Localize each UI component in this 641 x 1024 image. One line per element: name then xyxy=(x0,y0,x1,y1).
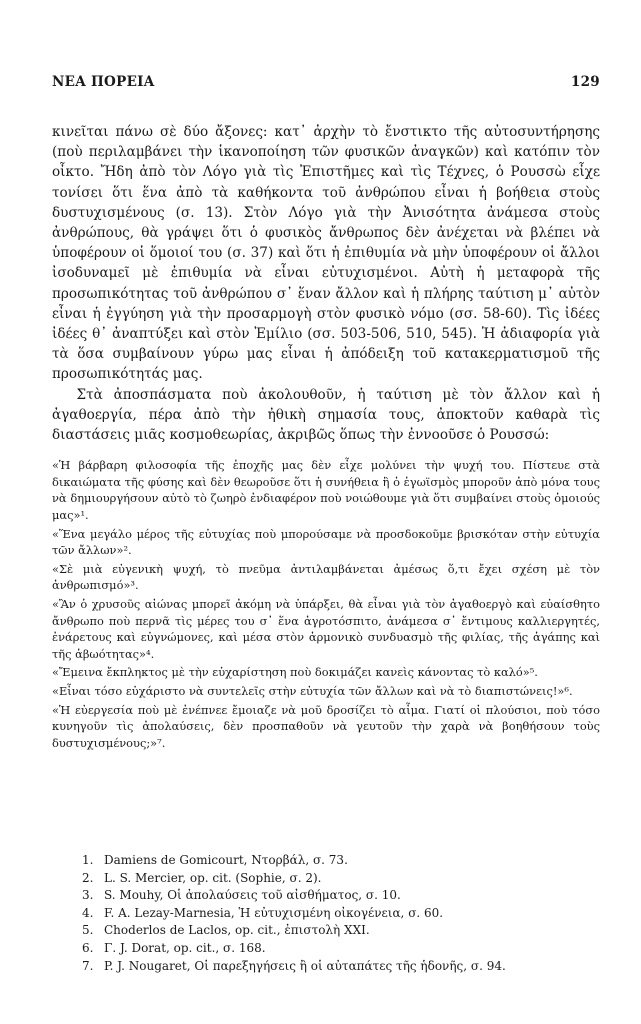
footnote-text: Γ. J. Dorat, op. cit., σ. 168. xyxy=(104,940,266,955)
footnote-number: 2. xyxy=(82,870,94,885)
quotation: «Ἂν ὁ χρυσοῦς αἰώνας μπορεῖ ἀκόμη νὰ ὑπάρξει, θὰ εἶναι γιὰ τὸν ἀγαθοεργὸ καὶ εὐαίσθητο ἄνθρωπο ποὺ περνᾶ τὶς μέρες του σ᾽ ἕνα ἀγροτόσπιτο, ἀνάμεσα σ᾽ ἔντιμους καλλιεργητές, ἐνάρετους καὶ εὐγνώμονες, καὶ μέσα στὸν ἁρμονικὸ συνδυασμὸ τῆς φιλίας, τῆς ἀγάπης καὶ τῆς ἁβωότητας»⁴. xyxy=(52,597,600,661)
body-paragraph: Στὰ ἀποσπάσματα ποὺ ἀκολουθοῦν, ἡ ταύτιση μὲ τὸν ἄλλον καὶ ἡ ἀγαθοεργία, πέρα ἀπὸ τὴν ἠθικὴ σημασία τους, ἀποκτοῦν καθαρὰ τὶς διαστάσεις μιᾶς κοσμοθεωρίας, ἀκριβῶς ὅπως τὴν ἐννοοῦσε ὁ Ρουσσώ: xyxy=(52,386,600,444)
footnote-text: P. J. Nougaret, Οἱ παρεξηγήσεις ἢ οἱ αὐταπάτες τῆς ἡδονῆς, σ. 94. xyxy=(104,958,506,973)
footnote-text: F. A. Lezay-Marnesia, Ἡ εὐτυχισμένη οἰκογένεια, σ. 60. xyxy=(104,905,444,920)
footnote-number: 6. xyxy=(82,940,94,955)
quotation: «Ἡ βάρβαρη φιλοσοφία τῆς ἐποχῆς μας δὲν εἶχε μολύνει τὴν ψυχή του. Πίστευε στὰ δικαιώματα τῆς φύσης καὶ δὲν θεωροῦσε ὅτι ἡ συνήθεια ἢ ὁ ἐγωϊσμὸς μποροῦν ἀπὸ μόνα τους νὰ δημιουργήσουν αὐτὸ τὸ ζωηρὸ ἐνδιαφέρον ποὺ νοιώθουμε γιὰ ὅτι συμβαίνει στοὺς ὁμοιούς μας»¹. xyxy=(52,458,600,523)
footnote xyxy=(82,958,602,976)
page-content xyxy=(52,74,600,753)
footnote-number: 7. xyxy=(82,958,94,973)
footnote xyxy=(82,852,602,870)
page-number: 129 xyxy=(570,74,600,90)
quotation: «Ἡ εὐεργεσία ποὺ μὲ ἐνέπνεε ἔμοιαζε νὰ μοῦ δροσίζει τὸ αἷμα. Γιατί οἱ πλούσιοι, ποὺ τόσο κυνηγοῦν τὶς ἀπολαύσεις, δὲν προσπαθοῦν νὰ γευτοῦν τὴν χαρὰ νὰ βοηθήσουν τοὺς δυστυχισμένους;»⁷. xyxy=(52,702,600,750)
footnote-number: 1. xyxy=(82,853,94,867)
footnote-text: Choderlos de Laclos, op. cit., ἐπιστολὴ XXI. xyxy=(104,923,370,938)
quotations-block xyxy=(52,457,600,751)
footnote-text: L. S. Mercier, op. cit. (Sophie, σ. 2). xyxy=(104,870,322,885)
quotation: «Σὲ μιὰ εὐγενικὴ ψυχή, τὸ πνεῦμα ἀντιλαμβάνεται ἀμέσως ὅ,τι ἔχει σχέση μὲ τὸν ἀνθρωπισμό»³. xyxy=(52,561,600,593)
footnote xyxy=(82,922,602,940)
running-head xyxy=(52,74,600,90)
quotation: «Εἶναι τόσο εὐχάριστο νὰ συντελεῖς στὴν εὐτυχία τῶν ἄλλων καὶ νὰ τὸ διαπιστώνεις!»⁶. xyxy=(52,683,573,698)
quotation: «Ἕνα μεγάλο μέρος τῆς εὐτυχίας ποὺ μπορούσαμε νὰ προσδοκοῦμε βρισκόταν στὴν εὐτυχία τῶν ἄλλων»². xyxy=(52,526,600,558)
journal-title: ΝΕΑ ΠΟΡΕΙΑ xyxy=(52,74,155,90)
footnote xyxy=(82,887,602,905)
footnote-number: 3. xyxy=(82,888,94,903)
footnote-number: 5. xyxy=(82,923,94,938)
footnote-text: Damiens de Gomicourt, Ντορβάλ, σ. 73. xyxy=(104,853,348,867)
footnote xyxy=(82,870,602,888)
footnote-number: 4. xyxy=(82,905,94,920)
footnote-text: S. Mouhy, Οἱ ἀπολαύσεις τοῦ αἰσθήματος, σ. 10. xyxy=(104,888,401,903)
footnote xyxy=(82,940,602,958)
footnote xyxy=(82,905,602,923)
body-paragraph: κινεῖται πάνω σὲ δύο ἄξονες: κατ᾽ ἀρχὴν τὸ ἔνστικτο τῆς αὐτοσυντήρησης (ποὺ περιλαμβάνει τὴν ἱκανοποίηση τῶν φυσικῶν ἀναγκῶν) καὶ κατόπιν τὸν οἶκτο. Ἤδη ἀπὸ τὸν Λόγο γιὰ τὶς Ἐπιστῆμες καὶ τὶς Τέχνες, ὁ Ρουσσὼ εἶχε τονίσει ὅτι ἕνα ἀπὸ τὰ καθήκοντα τοῦ ἀνθρώπου εἶναι ἡ βοήθεια στοὺς δυστυχισμένους (σ. 13). Στὸν Λόγο γιὰ τὴν Ἀνισότητα ἀνάμεσα στοὺς ἀνθρώπους, θὰ γράψει ὅτι ὁ φυσικὸς ἄνθρωπος δὲν ἀνέχεται νὰ βλέπει νὰ ὑποφέρουν οἱ ὅμοιοί του (σ. 37) καὶ ὅτι ἡ ἐπιθυμία νὰ μὴν ὑποφέρουν οἱ ἄλλοι ἰσοδυναμεῖ μὲ ἐπιθυμία νὰ εἶναι εὐτυχισμένοι. Αὐτὴ ἡ μεταφορὰ τῆς προσωπικότητας τοῦ ἀνθρώπου σ᾽ ἕναν ἄλλον καὶ ἡ πλήρης ταύτιση μ᾽ αὐτὸν εἶναι ἡ ἐγγύηση γιὰ τὴν προσαρμογὴ στὸν φυσικὸ νόμο (σσ. 58-60). Τὶς ἰδέες ἰδέες θ᾽ ἀναπτύξει καὶ στὸν Ἐμίλιο (σσ. 503-506, 510, 545). Ἡ ἀδιαφορία γιὰ τὰ ὅσα συμβαίνουν γύρω μας εἶναι ἡ ἀπόδειξη τοῦ κατακερματισμοῦ τῆς προσωπικότητάς μας. xyxy=(52,124,600,383)
footnotes xyxy=(82,852,602,975)
quotation: «Ἔμεινα ἔκπληκτος μὲ τὴν εὐχαρίστηση ποὺ δοκιμάζει κανεὶς κάνοντας τὸ καλό»⁵. xyxy=(52,665,538,680)
